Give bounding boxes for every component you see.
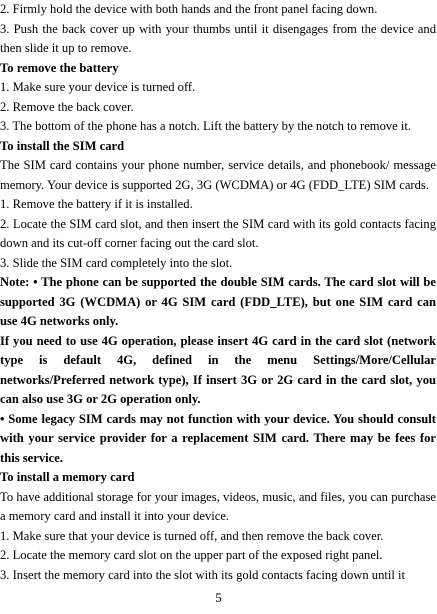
heading-remove-battery: To remove the battery — [0, 60, 119, 75]
step-lift-battery: 3. The bottom of the phone has a notch. Lift the battery by the notch to remove it. — [0, 119, 412, 133]
heading-install-sim: To install the SIM card — [0, 138, 125, 153]
step-locate-memory-slot: 2. Locate the memory card slot on the upper part of the exposed right panel. — [0, 548, 383, 562]
step-insert-memory-card: 3. Insert the memory card into the slot with its gold contacts facing down until it — [0, 567, 406, 582]
step-slide-sim: 3. Slide the SIM card completely into the slot. — [0, 255, 233, 270]
step-device-off: 1. Make sure your device is turned off. — [0, 80, 196, 94]
note-4g-operation: If you need to use 4G operation, please insert 4G card in the card slot (network type is default 4G, defined in the menu Settings/More/Cellular networks/Preferred network type), If insert 3G or 2G card in the card slot, you can also use 3G or 2G operation only. — [0, 333, 436, 406]
sim-card-description: The SIM card contains your phone number, service details, and phonebook/ message memory. Your device is supported 2G, 3G (WCDMA) or 4G (FDD_LTE) SIM cards. — [0, 158, 436, 192]
step-locate-sim-slot: 2. Locate the SIM card slot, and then insert the SIM card with its gold contacts facing down and its cut-off corner facing out the card slot. — [0, 216, 436, 250]
page-number: 5 — [215, 590, 222, 605]
note-legacy-sim: • Some legacy SIM cards may not function with your device. You should consult with your service provider for a replacement SIM card. There may be fees for this service. — [0, 411, 436, 465]
step-push-back-cover: 3. Push the back cover up with your thumbs until it disengages from the device and then slide it up to remove. — [0, 21, 436, 55]
heading-install-memory-card: To install a memory card — [0, 470, 135, 484]
step-remove-back-cover: 2. Remove the back cover. — [0, 99, 134, 114]
step-turn-off-remove-cover: 1. Make sure that your device is turned off, and then remove the back cover. — [0, 528, 384, 543]
step-hold-device: 2. Firmly hold the device with both hands and the front panel facing down. — [0, 2, 378, 16]
note-dual-sim: Note: • The phone can be supported the double SIM cards. The card slot will be supported 3G (WCDMA) or 4G SIM card (FDD_LTE), but one SIM card can use 4G networks only. — [0, 275, 436, 328]
step-remove-battery: 1. Remove the battery if it is installed. — [0, 197, 193, 211]
memory-card-description: To have additional storage for your images, videos, music, and files, you can purchase a memory card and install it into your device. — [0, 489, 436, 523]
